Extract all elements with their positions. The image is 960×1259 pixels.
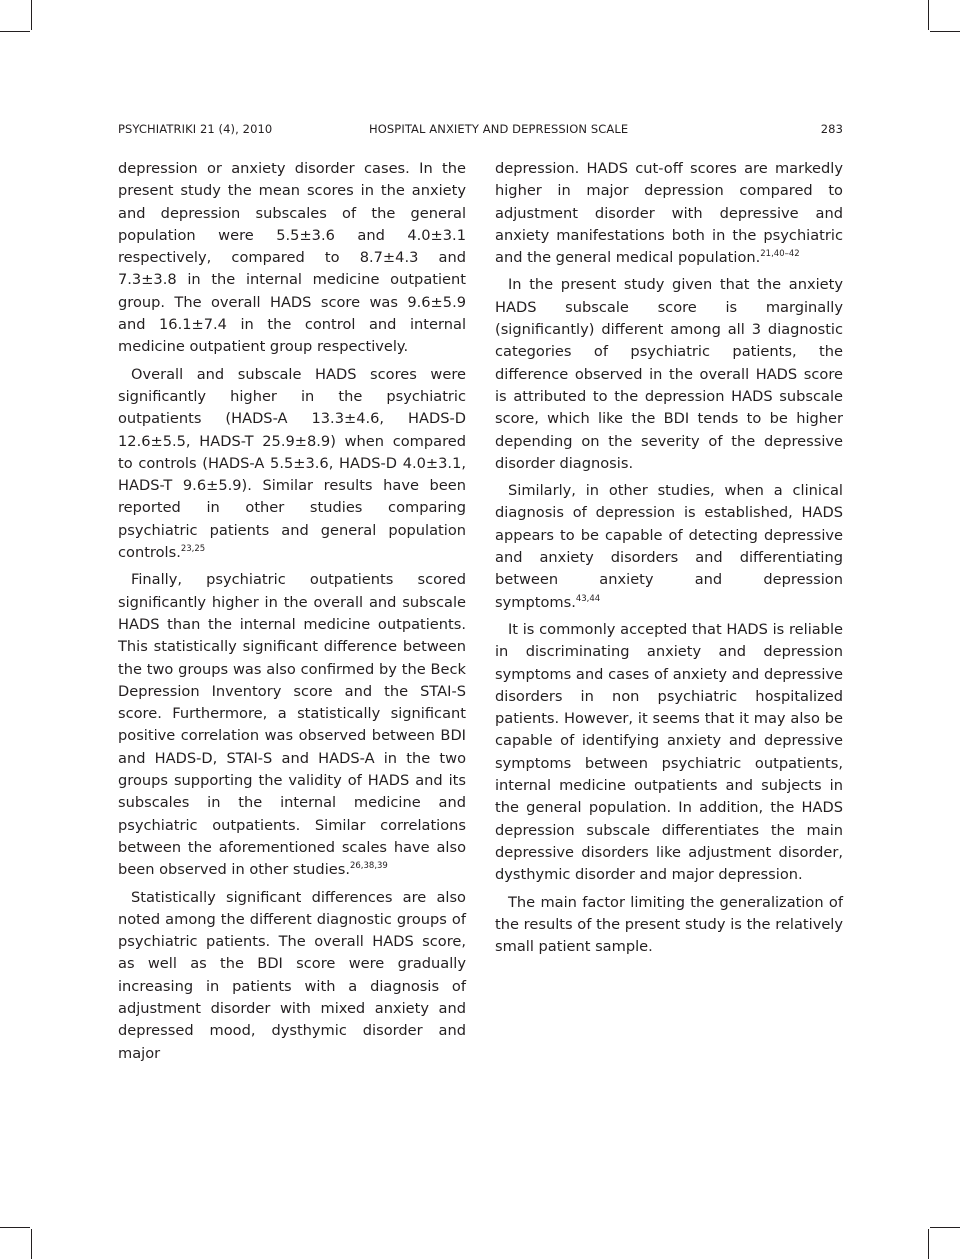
right-column [495, 158, 843, 963]
paragraph [495, 274, 843, 475]
paragraph [495, 619, 843, 887]
paragraph [495, 892, 843, 959]
crop-mark-top-right [930, 31, 960, 32]
paragraph-text: Finally, psychiatric outpatients scored significantly higher in the overall and subscale HADS than the internal medicine outpatients. This statistically significant difference between the two groups was also confirmed by the Beck Depression Inventory score and the STAI-S score. Furthermore, a statistically significant positive correlation was observed between BDI and HADS-D, STAI-S and HADS-A in the two groups supporting the validity of HADS and its subscales in the internal medicine and psychiatric outpatients. Similar correlations between the aforementioned scales have also been observed in other studies. [118, 571, 466, 879]
running-title: HOSPITAL ANXIETY AND DEPRESSION SCALE [369, 122, 629, 136]
paragraph [118, 887, 466, 1065]
paragraph-text: In the present study given that the anxiety HADS subscale score is marginally (significantly) different among all 3 diagnostic categories of psychiatric patients, the difference observed in the overall HADS score is attributed to the depression HADS subscale score, which like the BDI tends to be higher depending on the severity of the depressive disorder diagnosis. [495, 276, 843, 472]
paragraph-text: Statistically significant differences are also noted among the different diagnostic groups of psychiatric patients. The overall HADS score, as well as the BDI score were gradually increasing in patients with a diagnosis of adjustment disorder with mixed anxiety and depressed mood, dysthymic disorder and major [118, 888, 466, 1062]
paragraph-text: The main factor limiting the generalization of the results of the present study is the relatively small patient sample. [495, 893, 843, 956]
crop-mark-top-left [0, 31, 30, 32]
crop-mark-bottom-left [31, 1229, 32, 1259]
crop-mark-top-right [928, 0, 929, 30]
paragraph [118, 364, 466, 565]
page-number: 283 [820, 122, 843, 136]
paragraph-text: depression or anxiety disorder cases. In the present study the mean scores in the anxiety and depression subscales of the general population were 5.5±3.6 and 4.0±3.1 respectively, compared to 8.7±4.3 and 7.3±3.8 in the internal medicine outpatient group. The overall HADS score was 9.6±5.9 and 16.1±7.4 in the control and internal medicine outpatient group respectively. [118, 160, 466, 356]
citation-ref: 26,38,39 [349, 861, 388, 872]
citation-ref: 43,44 [575, 593, 601, 604]
crop-mark-bottom-right [928, 1229, 929, 1259]
citation-ref: 21,40–42 [760, 249, 800, 260]
paragraph [495, 158, 843, 269]
paragraph [118, 158, 466, 359]
paragraph-text: Similarly, in other studies, when a clinical diagnosis of depression is established, HADS appears to be capable of detecting depressive and anxiety disorders and differentiating between anxiety and depression symptoms. [495, 482, 843, 611]
paragraph [495, 480, 843, 614]
running-header [118, 122, 843, 140]
paragraph-text: Overall and subscale HADS scores were significantly higher in the psychiatric outpatients (HADS-A 13.3±4.6, HADS-D 12.6±5.5, HADS-T 25.9±8.9) when compared to controls (HADS-A 5.5±3.6, HADS-D 4.0±3.1, HADS-T 9.6±5.9). Similar results have been reported in other studies comparing psychiatric patients and general population controls. [118, 365, 466, 562]
crop-mark-bottom-left [0, 1227, 30, 1228]
paragraph-text: It is commonly accepted that HADS is reliable in discriminating anxiety and depression symptoms and cases of anxiety and depressive disorders in non psychiatric hospitalized patients. However, it seems that it may also be capable of identifying anxiety and depressive symptoms between psychiatric outpatients, internal medicine outpatients and subjects in the general population. In addition, the HADS depression subscale differentiates the main depressive disorders like adjustment disorder, dysthymic disorder and major depression. [495, 620, 843, 884]
crop-mark-bottom-right [930, 1227, 960, 1228]
journal-citation: PSYCHIATRIKI 21 (4), 2010 [118, 122, 273, 136]
left-column [118, 158, 466, 1070]
paragraph [118, 569, 466, 881]
crop-mark-top-left [31, 0, 32, 30]
paragraph-text: depression. HADS cut-off scores are markedly higher in major depression compared to adjustment disorder with depressive and anxiety manifestations both in the psychiatric and the general medical population. [495, 160, 843, 267]
citation-ref: 23,25 [180, 544, 206, 555]
